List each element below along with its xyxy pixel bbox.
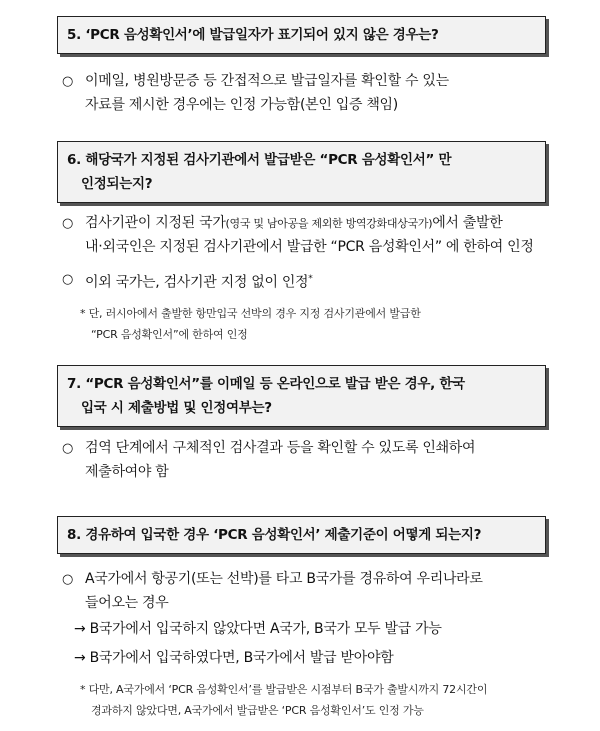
- question-8-box: [57, 516, 546, 554]
- answer-6-line1: [85, 212, 502, 235]
- question-7-box: [57, 365, 546, 427]
- note-8-line1: * 다만, A국가에서 ‘PCR 음성확인서’를 발급받은 시점부터 B국가 출발시까지 72시간이: [80, 683, 488, 696]
- note-6-line1: * 단, 러시아에서 출발한 항만입국 선박의 경우 지정 검사기관에서 발급한: [80, 307, 421, 320]
- answer-5-line2: 자료를 제시한 경우에는 인정 가능함(본인 입증 책임): [85, 97, 398, 113]
- answer-6-line1-pre: 검사기관이 지정된 국가: [85, 215, 226, 231]
- answer-7-line2: 제출하여야 함: [85, 464, 169, 480]
- bullet-circle: ○: [62, 272, 74, 287]
- question-8-title: 8. 경유하여 입국한 경우 ‘PCR 음성확인서’ 제출기준이 어떻게 되는지?: [67, 527, 482, 543]
- question-7-title-line1: 7. “PCR 음성확인서”를 이메일 등 온라인으로 발급 받은 경우, 한국: [67, 376, 465, 392]
- bullet-circle: ○: [62, 441, 74, 456]
- question-6-box: [57, 141, 546, 203]
- answer-8-line1: A국가에서 항공기(또는 선박)를 타고 B국가를 경유하여 우리나라로: [85, 571, 483, 587]
- answer-7-line1: 검역 단계에서 구체적인 검사결과 등을 확인할 수 있도록 인쇄하여: [85, 440, 476, 456]
- note-6-line2: “PCR 음성확인서”에 한하여 인정: [91, 328, 248, 341]
- answer-8-line2: 들어오는 경우: [85, 595, 169, 611]
- question-5-box: [57, 16, 546, 54]
- answer-6-item2-mark: *: [308, 274, 313, 284]
- question-7-title-line2: 입국 시 제출방법 및 인정여부는?: [81, 400, 272, 416]
- answer-6-item2-text: 이외 국가는, 검사기관 지정 없이 인정: [85, 274, 309, 291]
- question-6-title-line1: 6. 해당국가 지정된 검사기관에서 발급받은 “PCR 음성확인서” 만: [67, 152, 452, 168]
- answer-5-line1: 이메일, 병원방문증 등 간접적으로 발급일자를 확인할 수 있는: [85, 73, 449, 89]
- question-5-title: 5. ‘PCR 음성확인서’에 발급일자가 표기되어 있지 않은 경우는?: [67, 27, 439, 43]
- bullet-circle: ○: [62, 216, 74, 231]
- note-8-line2: 경과하지 않았다면, A국가에서 발급받은 ‘PCR 음성확인서’도 인정 가능: [91, 704, 424, 717]
- bullet-circle: ○: [62, 572, 74, 587]
- answer-8-arrow2: → B국가에서 입국하였다면, B국가에서 발급 받아야함: [74, 650, 394, 666]
- answer-6-item2: [85, 268, 312, 294]
- answer-6-line1-small: (영국 및 남아공을 제외한 방역강화대상국가): [225, 217, 433, 230]
- answer-6-line1-post: 에서 출발한: [432, 215, 503, 231]
- bullet-circle: ○: [62, 74, 74, 89]
- answer-6-line2: 내‧외국인은 지정된 검사기관에서 발급한 “PCR 음성확인서” 에 한하여 인정: [85, 239, 534, 255]
- question-6-title-line2: 인정되는지?: [81, 176, 153, 192]
- answer-8-arrow1: → B국가에서 입국하지 않았다면 A국가, B국가 모두 발급 가능: [74, 621, 442, 637]
